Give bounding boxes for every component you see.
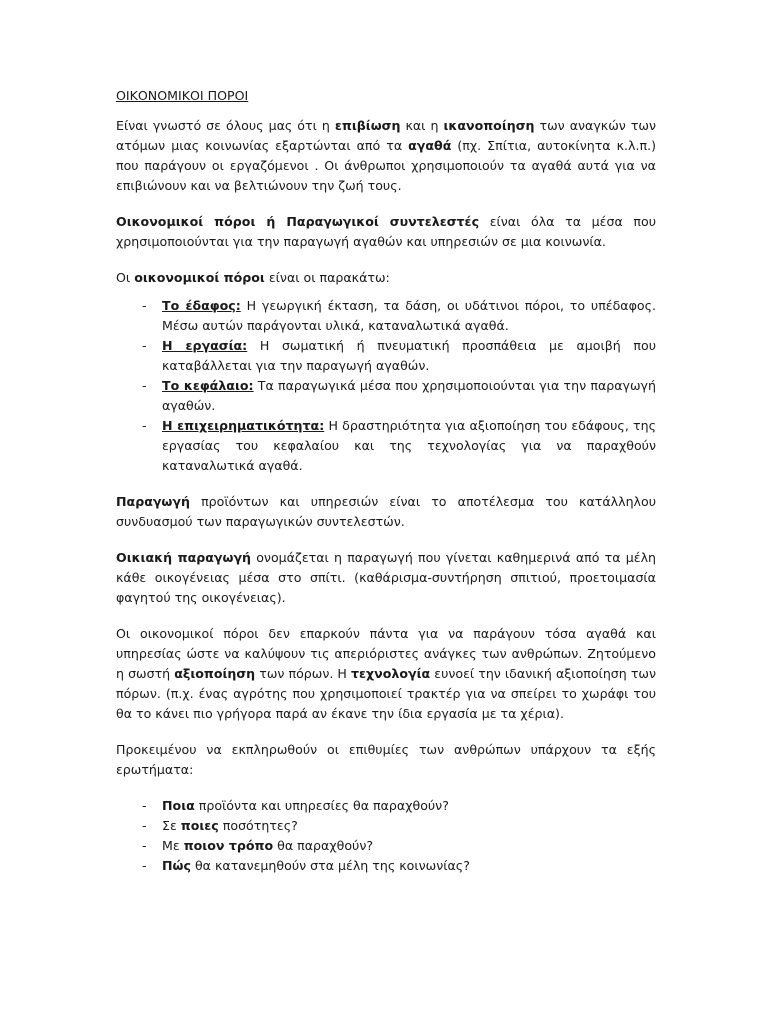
factors-list: [116, 296, 656, 476]
bold-term: Οικιακή παραγωγή: [116, 550, 251, 565]
factor-term: Το κεφάλαιο:: [162, 378, 254, 393]
bold-term: ποιον τρόπο: [183, 838, 274, 853]
intro-paragraph: [116, 116, 656, 196]
text-run: Είναι γνωστό σε όλους μας ότι η: [116, 118, 335, 133]
factor-text: Η γεωργική έκταση, τα δάση, οι υδάτινοι πόροι, το υπέδαφος. Μέσω αυτών παράγονται υλικά, καταναλωτικά αγαθά.: [162, 298, 656, 333]
text-run: (πχ. Σπίτια, αυτοκίνητα κ.λ.π.) που παράγουν οι εργαζόμενοι . Οι άνθρωποι χρησιμοποιούν τα αγαθά αυτά για να επιβιώνουν και να βελτιώνουν την ζωή τους.: [116, 138, 656, 193]
bold-term: ικανοποίηση: [443, 118, 535, 133]
questions-intro-paragraph: Προκειμένου να εκπληρωθούν οι επιθυμίες των ανθρώπων υπάρχουν τα εξής ερωτήματα:: [116, 742, 656, 777]
bold-term: Οικονομικοί πόροι ή Παραγωγικοί συντελεστές: [116, 214, 480, 229]
list-item-entrepreneurship: [116, 416, 656, 476]
document-title: ΟΙΚΟΝΟΜΙΚΟΙ ΠΟΡΟΙ: [116, 88, 249, 103]
text-run: των αναγκών των ατόμων μιας κοινωνίας εξαρτώνται από τα: [116, 118, 656, 153]
bold-term: Παραγωγή: [116, 494, 190, 509]
text-run: Οι: [116, 270, 135, 285]
household-production-paragraph: [116, 548, 656, 608]
text-run: είναι όλα τα μέσα που χρησιμοποιούνται για την παραγωγή αγαθών και υπηρεσιών σε μια κοινωνία.: [116, 214, 657, 249]
bold-term: Πώς: [162, 858, 191, 873]
factor-term: Η επιχειρηματικότητα:: [162, 418, 325, 433]
list-item-land: [116, 296, 656, 336]
production-paragraph: [116, 492, 656, 532]
text-run: και η: [400, 118, 444, 133]
list-intro-paragraph: [116, 268, 656, 288]
definition-paragraph: [116, 212, 656, 252]
list-item-capital: [116, 376, 656, 416]
bold-term: αξιοποίηση: [174, 666, 256, 681]
text-run: προϊόντων και υπηρεσιών είναι το αποτέλεσμα του κατάλληλου συνδυασμού των παραγωγικών συντελεστών.: [116, 494, 656, 529]
text-run: είναι οι παρακάτω:: [264, 270, 390, 285]
text-run: των πόρων. Η: [255, 666, 351, 681]
factor-text: Τα παραγωγικά μέσα που χρησιμοποιούνται για την παραγωγή αγαθών.: [162, 378, 656, 413]
question-item: - Πώς θα κατανεμηθούν στα μέλη της κοινωνίας?: [116, 856, 656, 876]
scarcity-paragraph: [116, 624, 656, 724]
question-item: - Σε ποιες ποσότητες?: [116, 816, 656, 836]
text-run: ευνοεί την ιδανική αξιοποίηση των πόρων. (π.χ. ένας αγρότης που χρησιμοποιεί τρακτέρ για να σπείρει το χωράφι του θα το κάνει πιο γρήγορα παρά αν έκανε την ίδια εργασία με τα χέρια).: [116, 666, 657, 721]
bold-term: Ποια: [162, 798, 195, 813]
bold-term: τεχνολογία: [351, 666, 431, 681]
factor-text: Η σωματική ή πνευματική προσπάθεια με αμοιβή που καταβάλλεται για την παραγωγή αγαθών.: [162, 338, 656, 373]
bold-term: οικονομικοί πόροι: [134, 270, 265, 285]
factor-text: Η δραστηριότητα για αξιοποίηση του εδάφους, της εργασίας του κεφαλαίου και της τεχνολογίας για να παραχθούν καταναλωτικά αγαθά.: [162, 418, 656, 473]
question-item: - Με ποιον τρόπο θα παραχθούν?: [116, 836, 656, 856]
bold-term: ποιες: [180, 818, 219, 833]
bold-term: αγαθά: [408, 138, 452, 153]
bold-term: επιβίωση: [334, 118, 401, 133]
questions-list: [116, 796, 656, 876]
list-item-labour: [116, 336, 656, 376]
question-item: - Ποια προϊόντα και υπηρεσίες θα παραχθούν?: [116, 796, 656, 816]
factor-term: Το έδαφος:: [162, 298, 241, 313]
text-run: Οι οικονομικοί πόροι δεν επαρκούν πάντα για να παράγουν τόσα αγαθά και υπηρεσίας ώστε να καλύψουν τις απεριόριστες ανάγκες των ανθρώπων. Ζητούμενο η σωστή: [116, 626, 656, 681]
factor-term: Η εργασία:: [162, 338, 248, 353]
text-run: ονομάζεται η παραγωγή που γίνεται καθημερινά από τα μέλη κάθε οικογένειας μέσα στο σπίτι. (καθάρισμα-συντήρηση σπιτιού, προετοιμασία φαγητού της οικογένειας).: [116, 550, 657, 605]
